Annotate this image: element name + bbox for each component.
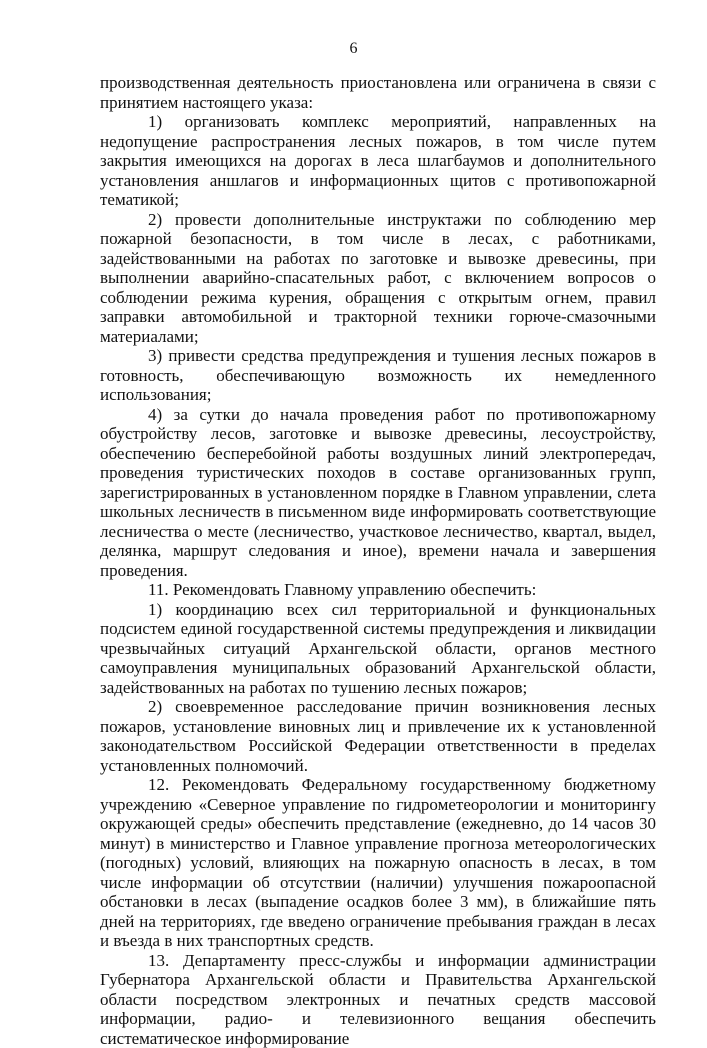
page-number: 6 xyxy=(0,40,707,58)
paragraph-section-11: 11. Рекомендовать Главному управлению обеспечить: xyxy=(100,580,656,600)
paragraph-section-11-item-2: 2) своевременное расследование причин возникновения лесных пожаров, установление виновных лиц и привлечение их к установленной законодательством Российской Федерации ответственности в пределах установленных полномочий. xyxy=(100,697,656,775)
paragraph-item-3: 3) привести средства предупреждения и тушения лесных пожаров в готовность, обеспечивающую возможность их немедленного использования; xyxy=(100,346,656,405)
paragraph-continuation: производственная деятельность приостановлена или ограничена в связи с принятием настоящего указа: xyxy=(100,73,656,112)
paragraph-item-1: 1) организовать комплекс мероприятий, направленных на недопущение распространения лесных пожаров, в том числе путем закрытия имеющихся на дорогах в леса шлагбаумов и дополнительного установления аншлагов и информационных щитов с противопожарной тематикой; xyxy=(100,112,656,210)
paragraph-item-4: 4) за сутки до начала проведения работ по противопожарному обустройству лесов, заготовке и вывозке древесины, лесоустройству, обеспечению бесперебойной работы воздушных линий электропередач, проведения туристических походов в составе организованных групп, зарегистрированных в установленном порядке в Главном управлении, слета школьных лесничеств в письменном виде информировать соответствующие лесничества о месте (лесничество, участковое лесничество, квартал, выдел, делянка, маршрут следования и иное), времени начала и завершения проведения. xyxy=(100,405,656,581)
paragraph-section-13: 13. Департаменту пресс-службы и информации администрации Губернатора Архангельской области и Правительства Архангельской области посредством электронных и печатных средств массовой информации, радио- и телевизионного вещания обеспечить систематическое информирование xyxy=(100,951,656,1048)
paragraph-item-2: 2) провести дополнительные инструктажи по соблюдению мер пожарной безопасности, в том числе в лесах, с работниками, задействованными на работах по заготовке и вывозке древесины, при выполнении аварийно-спасательных работ, с включением вопросов о соблюдении режима курения, обращения с открытым огнем, правил заправки автомобильной и тракторной техники горюче-смазочными материалами; xyxy=(100,210,656,347)
paragraph-section-12: 12. Рекомендовать Федеральному государственному бюджетному учреждению «Северное управление по гидрометеорологии и мониторингу окружающей среды» обеспечить представление (ежедневно, до 14 часов 30 минут) в министерство и Главное управление прогноза метеорологических (погодных) условий, влияющих на пожарную опасность в лесах, в том числе информации об отсутствии (наличии) улучшения пожароопасной обстановки в лесах (выпадение осадков более 3 мм), в ближайшие пять дней на территориях, где введено ограничение пребывания граждан в лесах и въезда в них транспортных средств. xyxy=(100,775,656,951)
body-text xyxy=(100,73,656,1048)
paragraph-section-11-item-1: 1) координацию всех сил территориальной и функциональных подсистем единой государственной системы предупреждения и ликвидации чрезвычайных ситуаций Архангельской области, органов местного самоуправления муниципальных образований Архангельской области, задействованных на работах по тушению лесных пожаров; xyxy=(100,600,656,698)
